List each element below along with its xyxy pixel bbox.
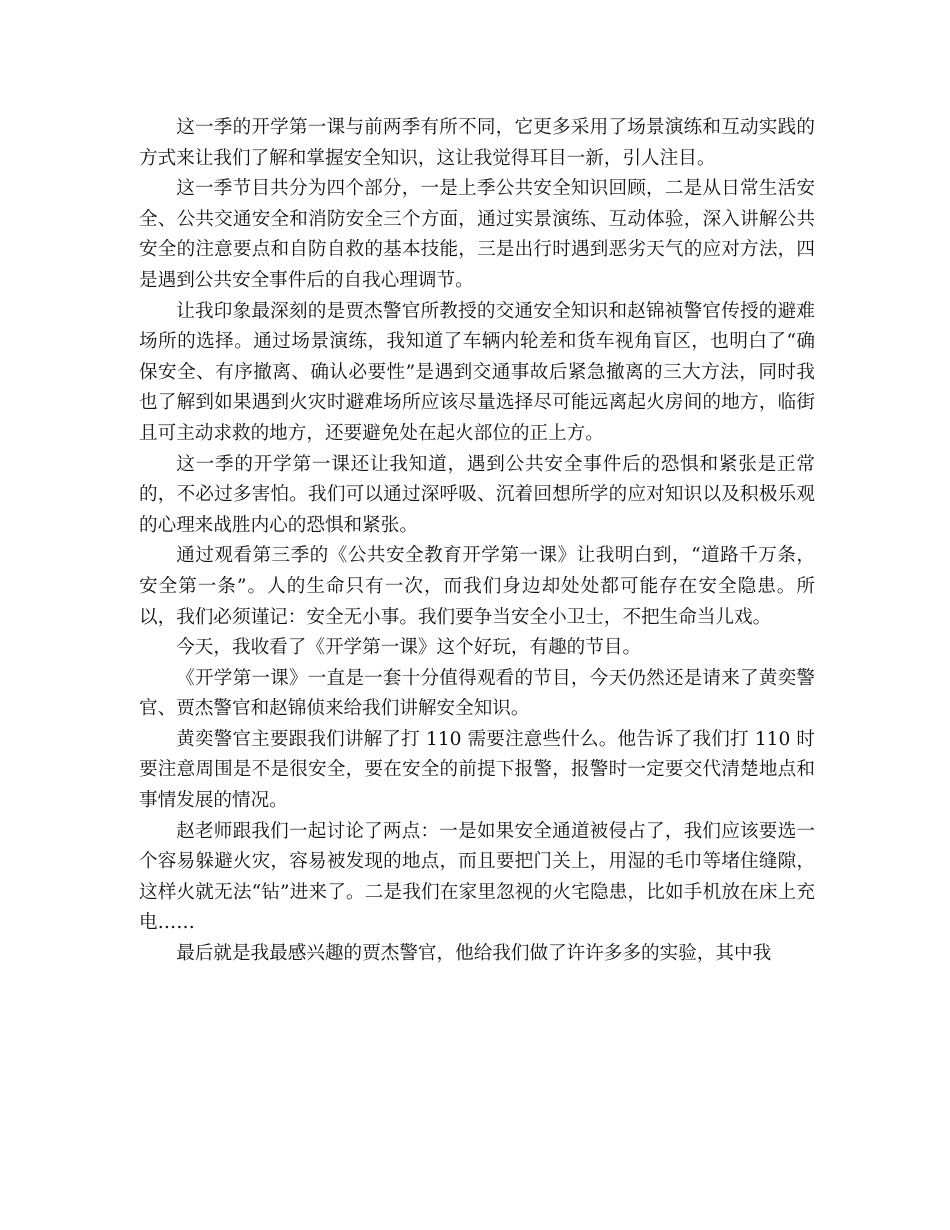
paragraph: 赵老师跟我们一起讨论了两点：一是如果安全通道被侵占了，我们应该要选一个容易躲避火灾，容易被发现的地点，而且要把门关上，用湿的毛巾等堵住缝隙，这样火就无法“钻”进来了。二是我们在家里忽视的火宅隐患，比如手机放在床上充电…… [139, 820, 815, 934]
paragraph: 通过观看第三季的《公共安全教育开学第一课》让我明白到，“道路千万条，安全第一条”。人的生命只有一次，而我们身边却处处都可能存在安全隐患。所以，我们必须谨记：安全无小事。我们要争当安全小卫士，不把生命当儿戏。 [139, 545, 815, 628]
paragraph: 这一季节目共分为四个部分，一是上季公共安全知识回顾，二是从日常生活安全、公共交通安全和消防安全三个方面，通过实景演练、互动体验，深入讲解公共安全的注意要点和自防自救的基本技能，三是出行时遇到恶劣天气的应对方法，四是遇到公共安全事件后的自我心理调节。 [139, 178, 815, 291]
paragraph: 让我印象最深刻的是贾杰警官所教授的交通安全知识和赵锦祯警官传授的避难场所的选择。通过场景演练，我知道了车辆内轮差和货车视角盲区，也明白了“确保安全、有序撤离、确认必要性”是遇到交通事故后紧急撤离的三大方法，同时我也了解到如果遇到火灾时避难场所应该尽量选择尽可能远离起火房间的地方，临街且可主动求救的地方，还要避免处在起火部位的正上方。 [139, 300, 815, 444]
paragraph: 这一季的开学第一课还让我知道，遇到公共安全事件后的恐惧和紧张是正常的，不必过多害怕。我们可以通过深呼吸、沉着回想所学的应对知识以及积极乐观的心理来战胜内心的恐惧和紧张。 [139, 453, 815, 536]
paragraph: 这一季的开学第一课与前两季有所不同，它更多采用了场景演练和互动实践的方式来让我们了解和掌握安全知识，这让我觉得耳目一新，引人注目。 [139, 117, 815, 169]
paragraph: 今天，我收看了《开学第一课》这个好玩，有趣的节目。 [176, 637, 642, 659]
paragraph: 黄奕警官主要跟我们讲解了打 110 需要注意些什么。他告诉了我们打 110 时要注意周围是不是很安全，要在安全的前提下报警，报警时一定要交代清楚地点和事情发展的情况。 [139, 728, 815, 812]
document-body [139, 113, 815, 970]
paragraph: 《开学第一课》一直是一套十分值得观看的节目，今天仍然还是请来了黄奕警官、贾杰警官和赵锦侦来给我们讲解安全知识。 [139, 667, 815, 720]
paragraph: 最后就是我最感兴趣的贾杰警官，他给我们做了许许多多的实验，其中我 [176, 943, 772, 965]
